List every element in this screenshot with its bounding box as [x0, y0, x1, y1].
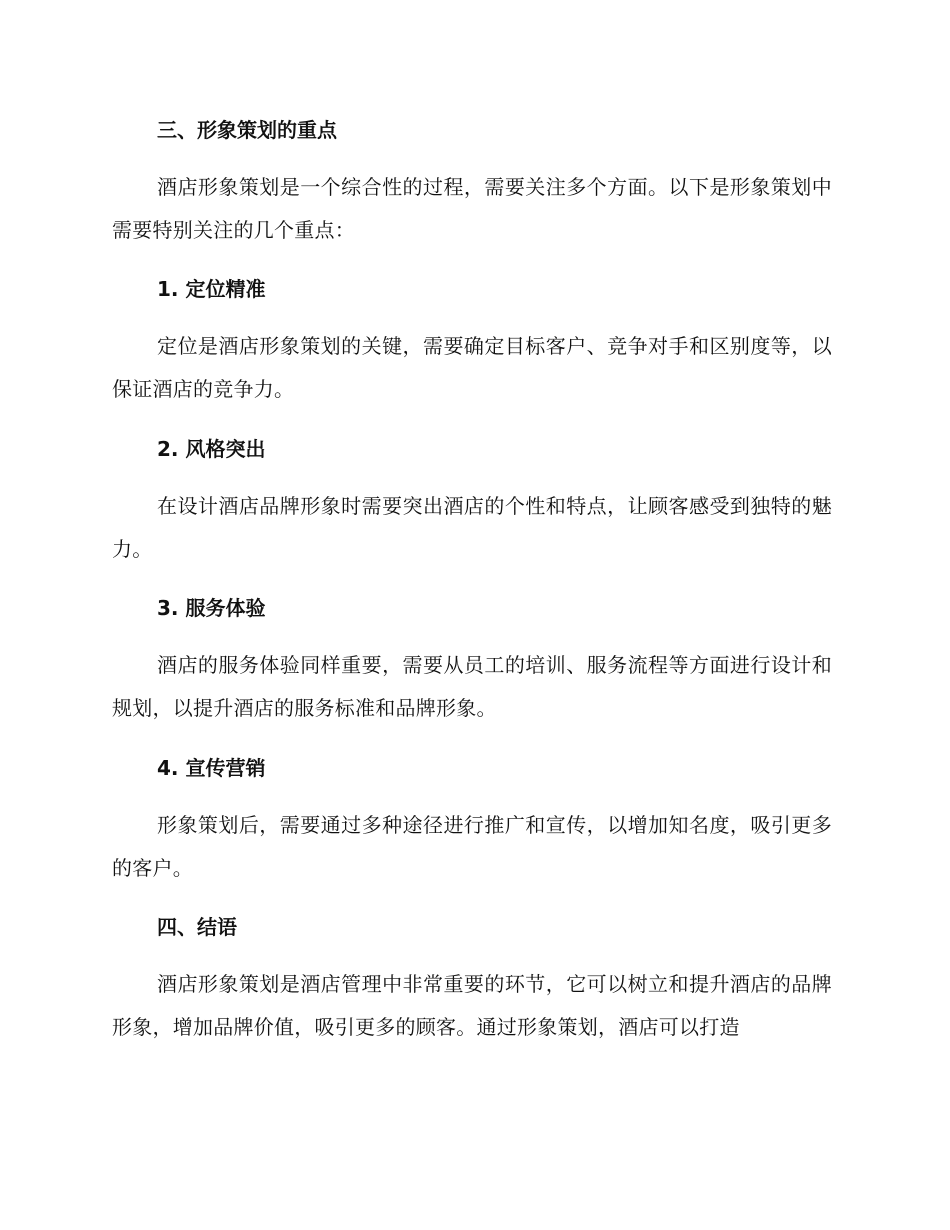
- point-1-text: 定位是酒店形象策划的关键，需要确定目标客户、竞争对手和区别度等，以保证酒店的竞争力。: [112, 334, 832, 401]
- section-4-text: 酒店形象策划是酒店管理中非常重要的环节，它可以树立和提升酒店的品牌形象，增加品牌价值，吸引更多的顾客。通过形象策划，酒店可以打造: [112, 972, 832, 1039]
- point-2-heading: 2. 风格突出: [157, 437, 266, 461]
- point-3-heading: 3. 服务体验: [157, 596, 266, 620]
- point-4-text: 形象策划后，需要通过多种途径进行推广和宣传，以增加知名度，吸引更多的客户。: [112, 813, 832, 880]
- point-1-heading: 1. 定位精准: [157, 277, 266, 301]
- section-4-heading: 四、结语: [157, 915, 237, 939]
- point-2-text: 在设计酒店品牌形象时需要突出酒店的个性和特点，让顾客感受到独特的魅力。: [112, 494, 832, 561]
- section-3-intro: 酒店形象策划是一个综合性的过程，需要关注多个方面。以下是形象策划中需要特别关注的几个重点：: [112, 175, 832, 242]
- point-3-text: 酒店的服务体验同样重要，需要从员工的培训、服务流程等方面进行设计和规划，以提升酒店的服务标准和品牌形象。: [112, 653, 832, 720]
- section-3-heading: 三、形象策划的重点: [157, 118, 337, 142]
- point-4-heading: 4. 宣传营销: [157, 756, 266, 780]
